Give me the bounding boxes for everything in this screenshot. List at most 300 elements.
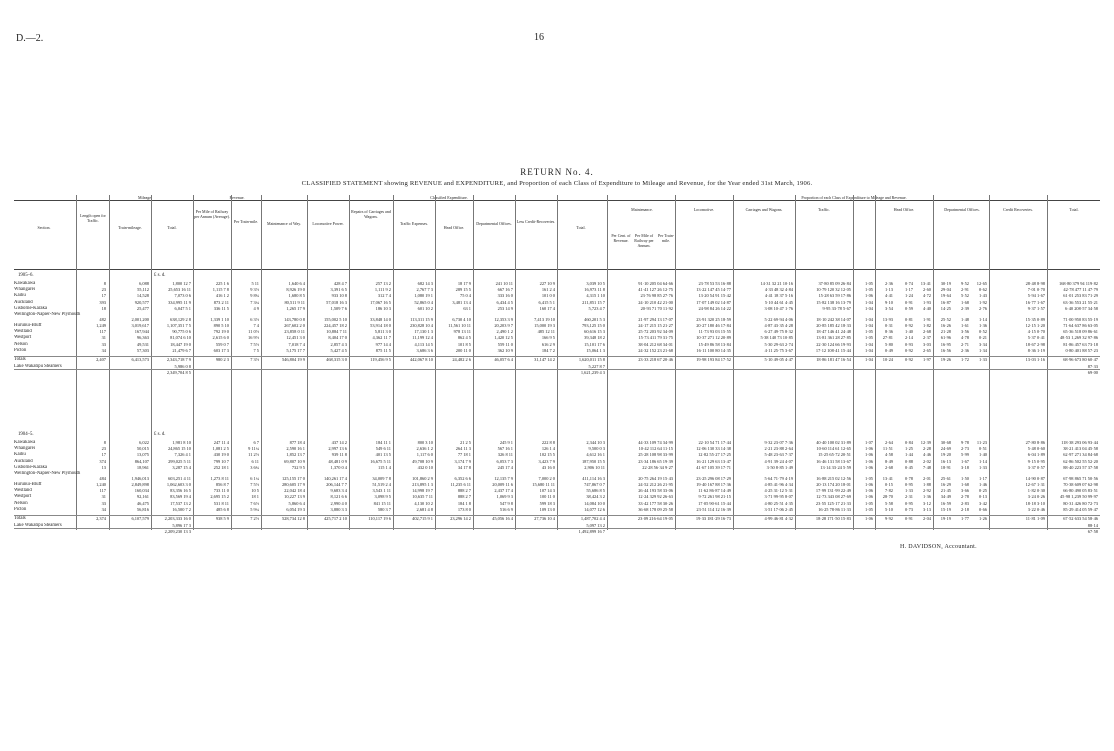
row-cell: 9·78 [960, 440, 969, 445]
row-cell: 2·83 [960, 500, 969, 506]
row-cell: 3,880 3 3 [330, 506, 347, 512]
header-length: Length open for Traffic. [80, 213, 106, 223]
row-cell: 75 0 4 [460, 293, 471, 299]
row-cell: 3,686 3 6 [416, 347, 433, 353]
row-cell: 1,370 0 4 [330, 464, 347, 470]
row-cell: 1,249 [96, 323, 106, 328]
row-cell: 16·59 [940, 500, 951, 506]
row-cell: 8·36 [884, 329, 893, 335]
header-locomotive: Locomotive Power. [312, 221, 344, 226]
row-cell: 3·18 [960, 464, 969, 470]
row-cell: 23·55 125·17 21·33 [815, 500, 851, 506]
row-label: Westland [14, 488, 32, 494]
row-cell: 24·17 215 15 21·27 [638, 323, 673, 328]
row-cell: 334,995 11 9 [168, 299, 191, 305]
row-cell: 31 [101, 494, 106, 500]
row-cell: 1·48 [960, 317, 969, 322]
row-cell: 16·11 100 80 14·35 [696, 347, 731, 353]
row-cell: 6,434 4 5 [496, 299, 513, 305]
row-cell: 2·14 [904, 335, 913, 341]
row-cell: 7,326 4 1 [174, 452, 191, 458]
wakatipu-expenditure: 5,227 8 7 [588, 363, 605, 369]
row-cell: 7 3¼ [250, 299, 259, 305]
totals-cell: 46,057 6 4 [494, 357, 513, 362]
header-per-mile: Per Mile of Railway per Annum (Average). [194, 209, 230, 219]
row-cell: 4·80 25·51 4·35 [764, 500, 793, 506]
row-cell: 15·82 138 16 13·79 [816, 299, 851, 305]
row-cell: 1·93 [922, 299, 931, 305]
row-cell: 3·50 8·85 1·49 [766, 464, 793, 470]
row-cell: 1·68 [960, 482, 969, 487]
row-cell: 559 11 0 [497, 341, 513, 347]
row-cell: 21,479 6 7 [172, 347, 191, 353]
row-cell: 22·10 54 71 17·44 [698, 440, 731, 445]
row-cell: 23·78 53 53 16·88 [698, 281, 731, 286]
row-cell: 62·97 271 34 84·68 [1063, 452, 1098, 458]
row-cell: 24·98 84 26 14·22 [698, 305, 731, 311]
row-cell: 50,015 [136, 446, 149, 452]
row-cell: 57,018 16 3 [326, 299, 347, 305]
row-cell: 5·30 29·63 2·74 [764, 341, 793, 347]
row-cell: 12·39 [920, 440, 931, 445]
row-cell: 9·95 33·78 5·67 [822, 305, 851, 311]
row-cell: 2·68 [922, 329, 931, 335]
row-cell: 873 2 11 [213, 299, 229, 305]
row-cell: 0·93 [904, 341, 913, 347]
totals-cell: 18·28 171·50 15·83 [815, 516, 851, 521]
row-cell: 16·25 78·86 11·33 [818, 506, 851, 512]
row-cell: 14,077 12 6 [584, 506, 605, 512]
row-cell: 12·06 130 33 14·38 [696, 446, 731, 452]
row-cell: 6 11 [251, 458, 259, 464]
row-cell: 4,113 14 5 [414, 341, 433, 347]
row-cell: 5·48 0·60 [1027, 446, 1045, 452]
row-cell: 362 10 9 [497, 347, 513, 353]
totals-cell: 6,107,579 [131, 516, 149, 521]
row-cell: 19·40 167 88 17·36 [696, 482, 731, 487]
row-cell: 101,860 2 9 [412, 476, 433, 481]
row-cell: 40·40 100 02 31·89 [816, 440, 851, 445]
row-cell: 2,001,200 [131, 317, 149, 322]
row-cell: 3 6¾ [250, 464, 259, 470]
row-cell: 18·18 3·10 [1025, 500, 1045, 506]
row-cell: 12·24 329 92 26·63 [638, 494, 673, 500]
row-cell: 257 13 2 [375, 281, 391, 286]
row-cell: 16·77 1·67 [1025, 299, 1045, 305]
row-cell: 2·18 [960, 506, 969, 512]
row-cell: 16 9½ [248, 335, 259, 341]
row-cell: 13·81 361 28 27·85 [816, 335, 851, 341]
row-cell: 1,981 8 10 [172, 440, 191, 445]
row-cell: 9·37 1·57 [1027, 305, 1045, 311]
row-cell: 80,511 9 11 [284, 299, 305, 305]
header-revenue-total: Total. [167, 225, 177, 230]
row-cell: 25·72 203 92 34·09 [638, 329, 673, 335]
totals-cell: 19·98 193 84 17·52 [696, 357, 731, 362]
totals-cell: 442,067 8 10 [409, 357, 433, 362]
row-cell: 1·14 [978, 317, 987, 322]
row-cell: 1,640 6 4 [288, 281, 305, 286]
row-cell: 2·39 [960, 305, 969, 311]
wakatipu-expenditure: 5,097 13 2 [586, 522, 605, 528]
totals-cell: 1·77 [960, 516, 969, 521]
row-cell: 667 16 7 [497, 287, 513, 293]
row-cell: 1·04 [864, 347, 873, 353]
row-cell: 888 2 7 [457, 494, 471, 500]
row-cell: 96,363 [136, 335, 149, 341]
row-cell: 3,423 7 9 [538, 458, 555, 464]
wakatipu-revenue: 5,896 17 3 [172, 522, 191, 528]
row-cell: 3·54 [884, 305, 893, 311]
row-cell: 43 16 0 [541, 464, 555, 470]
row-cell: 977 14 4 [375, 341, 391, 347]
section-year-1905: 1904–5. [18, 432, 34, 437]
totals-cell: 1·04 [864, 357, 873, 362]
row-cell: 241 10 11 [495, 281, 513, 286]
row-cell: 2·78 [960, 494, 969, 500]
row-cell: 18·47 146 41 24·48 [816, 329, 851, 335]
row-cell: 2·68 [884, 464, 893, 470]
row-cell: 888 2 7 [457, 488, 471, 494]
row-cell: 26·44 193 58 33·06 [638, 488, 673, 494]
row-cell: 71·00 950 83 55·19 [1063, 317, 1098, 322]
row-cell: 2,615 6 0 [212, 335, 229, 341]
row-cell: 12·65 [976, 281, 987, 286]
row-cell: 0·62 [978, 287, 987, 293]
wakatipu-label: Lake Wakatipu Steamers [14, 522, 62, 528]
row-cell: 33,848 14 0 [370, 317, 391, 322]
row-label: Hurunui-Bluff [14, 482, 42, 487]
row-cell: 28·48 8·98 [1025, 281, 1045, 286]
row-cell: 9·72 261 98 21·15 [698, 494, 731, 500]
row-cell: 62·86 502 55 52·20 [1063, 458, 1098, 464]
row-cell: 3·42 [978, 500, 987, 506]
totals-cell: 528,734 12 8 [281, 516, 305, 521]
totals-cell: 546,804 19 9 [281, 357, 305, 362]
row-cell: 17,067 16 5 [370, 299, 391, 305]
row-cell: 1·07 [864, 440, 873, 445]
row-cell: 2·60 [922, 287, 931, 293]
row-cell: 4,130 10 2 [414, 500, 433, 506]
row-cell: 3,098 9 5 [374, 494, 391, 500]
row-cell: 0·81 [904, 317, 913, 322]
row-cell: 22·28 56·34 9·27 [642, 464, 673, 470]
row-cell: 10·60 114 61 12·65 [816, 446, 851, 452]
row-cell: 11·23 [976, 440, 987, 445]
row-cell: 100 11 0 [539, 494, 555, 500]
row-cell: 1·04 [864, 299, 873, 305]
row-cell: 25·61 [940, 476, 951, 481]
row-cell: 1·05 [864, 329, 873, 335]
row-cell: 24·52 212 26 21·95 [638, 482, 673, 487]
row-cell: 1·24 [904, 293, 913, 299]
row-cell: 4·11 25·75 3·67 [764, 347, 793, 353]
row-cell: 792 19 0 [213, 329, 229, 335]
totals-cell: 2,374 [96, 516, 106, 521]
header-per-train-mile: Per Train-mile. [233, 219, 259, 224]
row-cell: 90,775 0 6 [172, 329, 191, 335]
row-cell: 102 15 5 [539, 452, 555, 458]
totals-cell: 23·33 218 67 20·46 [638, 357, 673, 362]
totals-cell: 1,487,702 4 4 [580, 516, 605, 521]
row-cell: 2·36 [960, 347, 969, 353]
row-cell: 23·34 186 65 19·39 [638, 458, 673, 464]
row-cell: 1·05 [864, 500, 873, 506]
row-cell: 18 1 [251, 494, 259, 500]
totals-cell: 938 5 9 [215, 516, 229, 521]
row-label: Westport [14, 335, 32, 341]
row-cell: 7 6½ [250, 500, 259, 506]
row-label: Nelson [14, 500, 28, 506]
header-head-office: Head Office. [443, 225, 465, 230]
row-cell: 1·50 [960, 476, 969, 481]
totals-cell: 10·24 [882, 357, 893, 362]
row-cell: 17·07 149 02 14·87 [696, 299, 731, 305]
row-cell: 0·21 [978, 335, 987, 341]
row-cell: 4,362 11 7 [372, 335, 391, 341]
row-cell: 77 18 1 [457, 452, 471, 458]
row-cell: 5·37 0·41 [1027, 335, 1045, 341]
row-cell: 15·28 63 59 17·86 [818, 293, 851, 299]
row-cell: 3,174 7 9 [454, 458, 471, 464]
totals-label: Totals [14, 357, 26, 362]
row-label: Whangarei [14, 446, 36, 452]
row-cell: 16·87 [940, 299, 951, 305]
row-cell: 3·08 10·47 1·76 [764, 305, 793, 311]
row-cell: 2·71 [960, 341, 969, 347]
grand-total-percent: 67·58 [1087, 529, 1098, 534]
row-cell: 4·46 [922, 452, 931, 458]
row-cell: 20·27 180 46 17·84 [696, 323, 731, 328]
row-cell: 6 1¼ [250, 476, 259, 481]
totals-cell: 19·33 181·29 16·73 [695, 516, 731, 521]
row-cell: 1·05 [864, 476, 873, 481]
row-cell: 1·04 [864, 341, 873, 347]
row-cell: 34 [101, 347, 106, 353]
row-cell: 17·12 108·41 15·44 [815, 347, 851, 353]
row-cell: 10·37 271 12 20·89 [696, 335, 731, 341]
wakatipu-percent: 88·14 [1087, 522, 1098, 528]
totals-cell: 402,715 9 1 [412, 516, 433, 521]
row-cell: 38,424 3 2 [586, 494, 605, 500]
totals-cell: 45,056 16 4 [492, 516, 513, 521]
row-cell: 23·25 296 08 17·29 [696, 476, 731, 481]
row-cell: 0·92 [904, 323, 913, 328]
row-cell: 80·31 426 80 72·73 [1063, 500, 1098, 506]
row-cell: 13·22 147 45 14·77 [696, 287, 731, 293]
totals-cell: 13·03 1·16 [1025, 357, 1045, 362]
row-cell: 2,590 16 1 [286, 446, 305, 452]
header-p-maintenance: Maintenance. [631, 207, 653, 212]
row-cell: 63·36 553 21 55·21 [1063, 299, 1098, 305]
row-cell: 15·25 65·72 20·51 [818, 452, 851, 458]
row-cell: 13·41 [882, 476, 893, 481]
totals-cell: 27,736 10 4 [534, 516, 555, 521]
row-cell: 1,069 9 3 [496, 494, 513, 500]
row-cell: 18 [101, 305, 106, 311]
row-cell: 1·04 [864, 305, 873, 311]
row-cell: 44·33 109 74 34·99 [638, 440, 673, 445]
header-p-traffic: Traffic. [818, 207, 830, 212]
row-cell: 92,161 [136, 494, 149, 500]
totals-cell: 1·72 [960, 357, 969, 362]
row-cell: 7,018 7 4 [288, 341, 305, 347]
row-cell: 733 11 0 [213, 488, 229, 494]
totals-cell: 1·33 [978, 357, 987, 362]
row-cell: 23·51 114 12 16·39 [696, 506, 731, 512]
row-cell: 70·38 609 07 62·98 [1063, 482, 1098, 487]
row-cell: 6,053 7 3 [496, 458, 513, 464]
totals-cell: 5·10 49·05 4·47 [764, 357, 793, 362]
row-cell: 2,490 1 2 [496, 329, 513, 335]
row-cell: 34 [101, 506, 106, 512]
row-cell: 1·25 [904, 446, 913, 452]
row-cell: 1·34 [978, 347, 987, 353]
row-cell: 516 6 9 [499, 506, 513, 512]
row-cell: 4·41 [884, 293, 893, 299]
row-cell: 53,914 18 0 [370, 323, 391, 328]
row-cell: 7 4 [253, 323, 259, 328]
header-less-credit: Less Credit-Recoveries. [516, 219, 556, 224]
row-cell: 978 13 11 [453, 329, 471, 335]
row-cell: 2,636 1 2 [416, 446, 433, 452]
row-cell: 34,009 7 8 [372, 476, 391, 481]
row-cell: 0·88 [904, 458, 913, 464]
row-cell: 5·10 [884, 506, 893, 512]
row-cell: 7 5½ [250, 341, 259, 347]
row-label: Hurunui-Bluff [14, 323, 42, 328]
row-cell: 14,998 19 7 [412, 488, 433, 494]
row-cell: 85·29 414 05 59·47 [1063, 506, 1098, 512]
row-label: Auckland [14, 299, 33, 305]
row-cell: 8,404 17 0 [328, 335, 347, 341]
row-cell: 16,500 7 2 [172, 506, 191, 512]
row-cell: 8·49 [884, 458, 893, 464]
row-cell: 2·91 [960, 287, 969, 293]
row-cell: 890 5 10 [213, 323, 229, 328]
row-cell: 49,531 [136, 341, 149, 347]
row-label: Wellington-Napier-New Plymouth [14, 471, 81, 476]
row-cell: 1,420 12 5 [494, 335, 513, 341]
row-cell: 0·84 [904, 440, 913, 445]
totals-cell: 23·09 216·64 19·05 [637, 516, 673, 521]
row-cell: 1·04 [864, 323, 873, 328]
row-cell: 16·88 215 02 12·56 [816, 476, 851, 481]
row-cell: 599 18 3 [539, 500, 555, 506]
row-cell: 3,481 13 4 [452, 299, 471, 305]
row-cell: 252 18 1 [213, 464, 229, 470]
row-cell: 5,860 6 4 [288, 500, 305, 506]
row-cell: 109 13 0 [539, 506, 555, 512]
row-cell: 113,311 15 9 [410, 317, 433, 322]
totals-cell: 2,203,333 16 0 [164, 516, 191, 521]
row-cell: 16·26 [940, 323, 951, 328]
row-cell: 24·32 152 23 21·68 [638, 347, 673, 353]
row-cell: 224,457 18 2 [323, 323, 347, 328]
row-cell: 173 8 0 [457, 506, 471, 512]
row-cell: 732 9 5 [291, 464, 305, 470]
row-cell: 12,451 3 0 [286, 335, 305, 341]
row-cell: 875 11 5 [375, 347, 391, 353]
row-cell: 1·40 [978, 452, 987, 458]
row-cell: 38·21 413 04 45·58 [1063, 446, 1098, 452]
totals-cell: 4·99 46·81 4·32 [764, 516, 793, 521]
row-cell: 30·68 [940, 440, 951, 445]
row-cell: 2,990 4 0 [330, 500, 347, 506]
row-cell: 4·87 43·35 4·28 [764, 323, 793, 328]
row-cell: 603 17 3 [213, 347, 229, 353]
row-cell: 57,303 [136, 347, 149, 353]
row-cell: 460,201 5 3 [584, 317, 605, 322]
return-subtitle: CLASSIFIED STATEMENT showing REVENUE and EXPENDITURE, and Proportion of each Class of Expenditure to Mileage and Revenue, for the Year ended 31st March, 1906. [301, 180, 813, 187]
row-cell: 0·73 [904, 506, 913, 512]
row-cell: 19·20 [940, 452, 951, 458]
row-cell: 877 18 4 [289, 440, 305, 445]
row-cell: 18·91 [940, 464, 951, 470]
row-cell: 15,064 1 3 [586, 347, 605, 353]
row-cell: 45·98 1,239 50 99·97 [1059, 494, 1098, 500]
row-cell: 20·13 174 20 18·01 [816, 482, 851, 487]
row-cell: 230,828 10 4 [409, 323, 433, 328]
row-cell: 799 10 7 [213, 458, 229, 464]
row-cell: 23 [101, 446, 106, 452]
row-cell: 2,849,898 [131, 482, 149, 487]
row-cell: 12,135 7 9 [494, 476, 513, 481]
row-cell: 22·30 124 66 19·93 [816, 341, 851, 347]
row-cell: 9·10 [884, 299, 893, 305]
row-cell: 16·29 [940, 482, 951, 487]
row-cell: 5·52 [960, 293, 969, 299]
row-cell: 9·32 23·07 7·36 [764, 440, 793, 445]
totals-cell: 9·92 [884, 516, 893, 521]
row-cell: 1·82 0·30 [1027, 488, 1045, 494]
row-cell: 28·70 [882, 494, 893, 500]
row-cell: 9·15 0·95 [1027, 458, 1045, 464]
row-cell: 245 17 4 [497, 464, 513, 470]
row-cell: 143,780 0 8 [284, 317, 305, 322]
row-label: Nelson [14, 341, 28, 347]
header-sub-per-train-mile: Per Train-mile. [657, 233, 675, 243]
row-cell: 13 [101, 464, 106, 470]
row-label: Picton [14, 506, 27, 512]
row-cell: 107 14 3 [539, 488, 555, 494]
row-cell: 3·03 [922, 341, 931, 347]
row-cell: 0·52 [978, 329, 987, 335]
row-cell: 8,121 6 6 [330, 494, 347, 500]
row-cell: 6,022 [139, 440, 149, 445]
row-cell: 21 2 5 [460, 440, 471, 445]
row-cell: 2·21 23·88 2·64 [764, 446, 793, 452]
row-cell: 0·25 [978, 488, 987, 494]
row-cell: 184 7 2 [541, 347, 555, 353]
row-cell: 5 11 [251, 281, 259, 286]
totals-cell: 18·86 181 47 16·54 [816, 357, 851, 362]
row-cell: 13·93 [882, 317, 893, 322]
grand-total-expenditure: 1,621,239 4 3 [580, 370, 605, 375]
row-cell: 245 9 1 [499, 440, 513, 445]
row-cell: 14·31 32 21 10·16 [760, 281, 793, 286]
row-cell: 1,080 19 1 [414, 293, 433, 299]
row-cell: 2·64 [884, 440, 893, 445]
row-cell: 33 [101, 500, 106, 506]
row-cell: 23,858 0 11 [284, 329, 305, 335]
row-cell: 15,680 11 11 [532, 482, 555, 487]
row-cell: 17 [101, 293, 106, 299]
row-cell: 0·95 [904, 482, 913, 487]
row-cell: 638,129 2 8 [170, 317, 191, 322]
header-p-locomotive: Locomotive. [693, 207, 715, 212]
row-cell: 5·99 [960, 452, 969, 458]
